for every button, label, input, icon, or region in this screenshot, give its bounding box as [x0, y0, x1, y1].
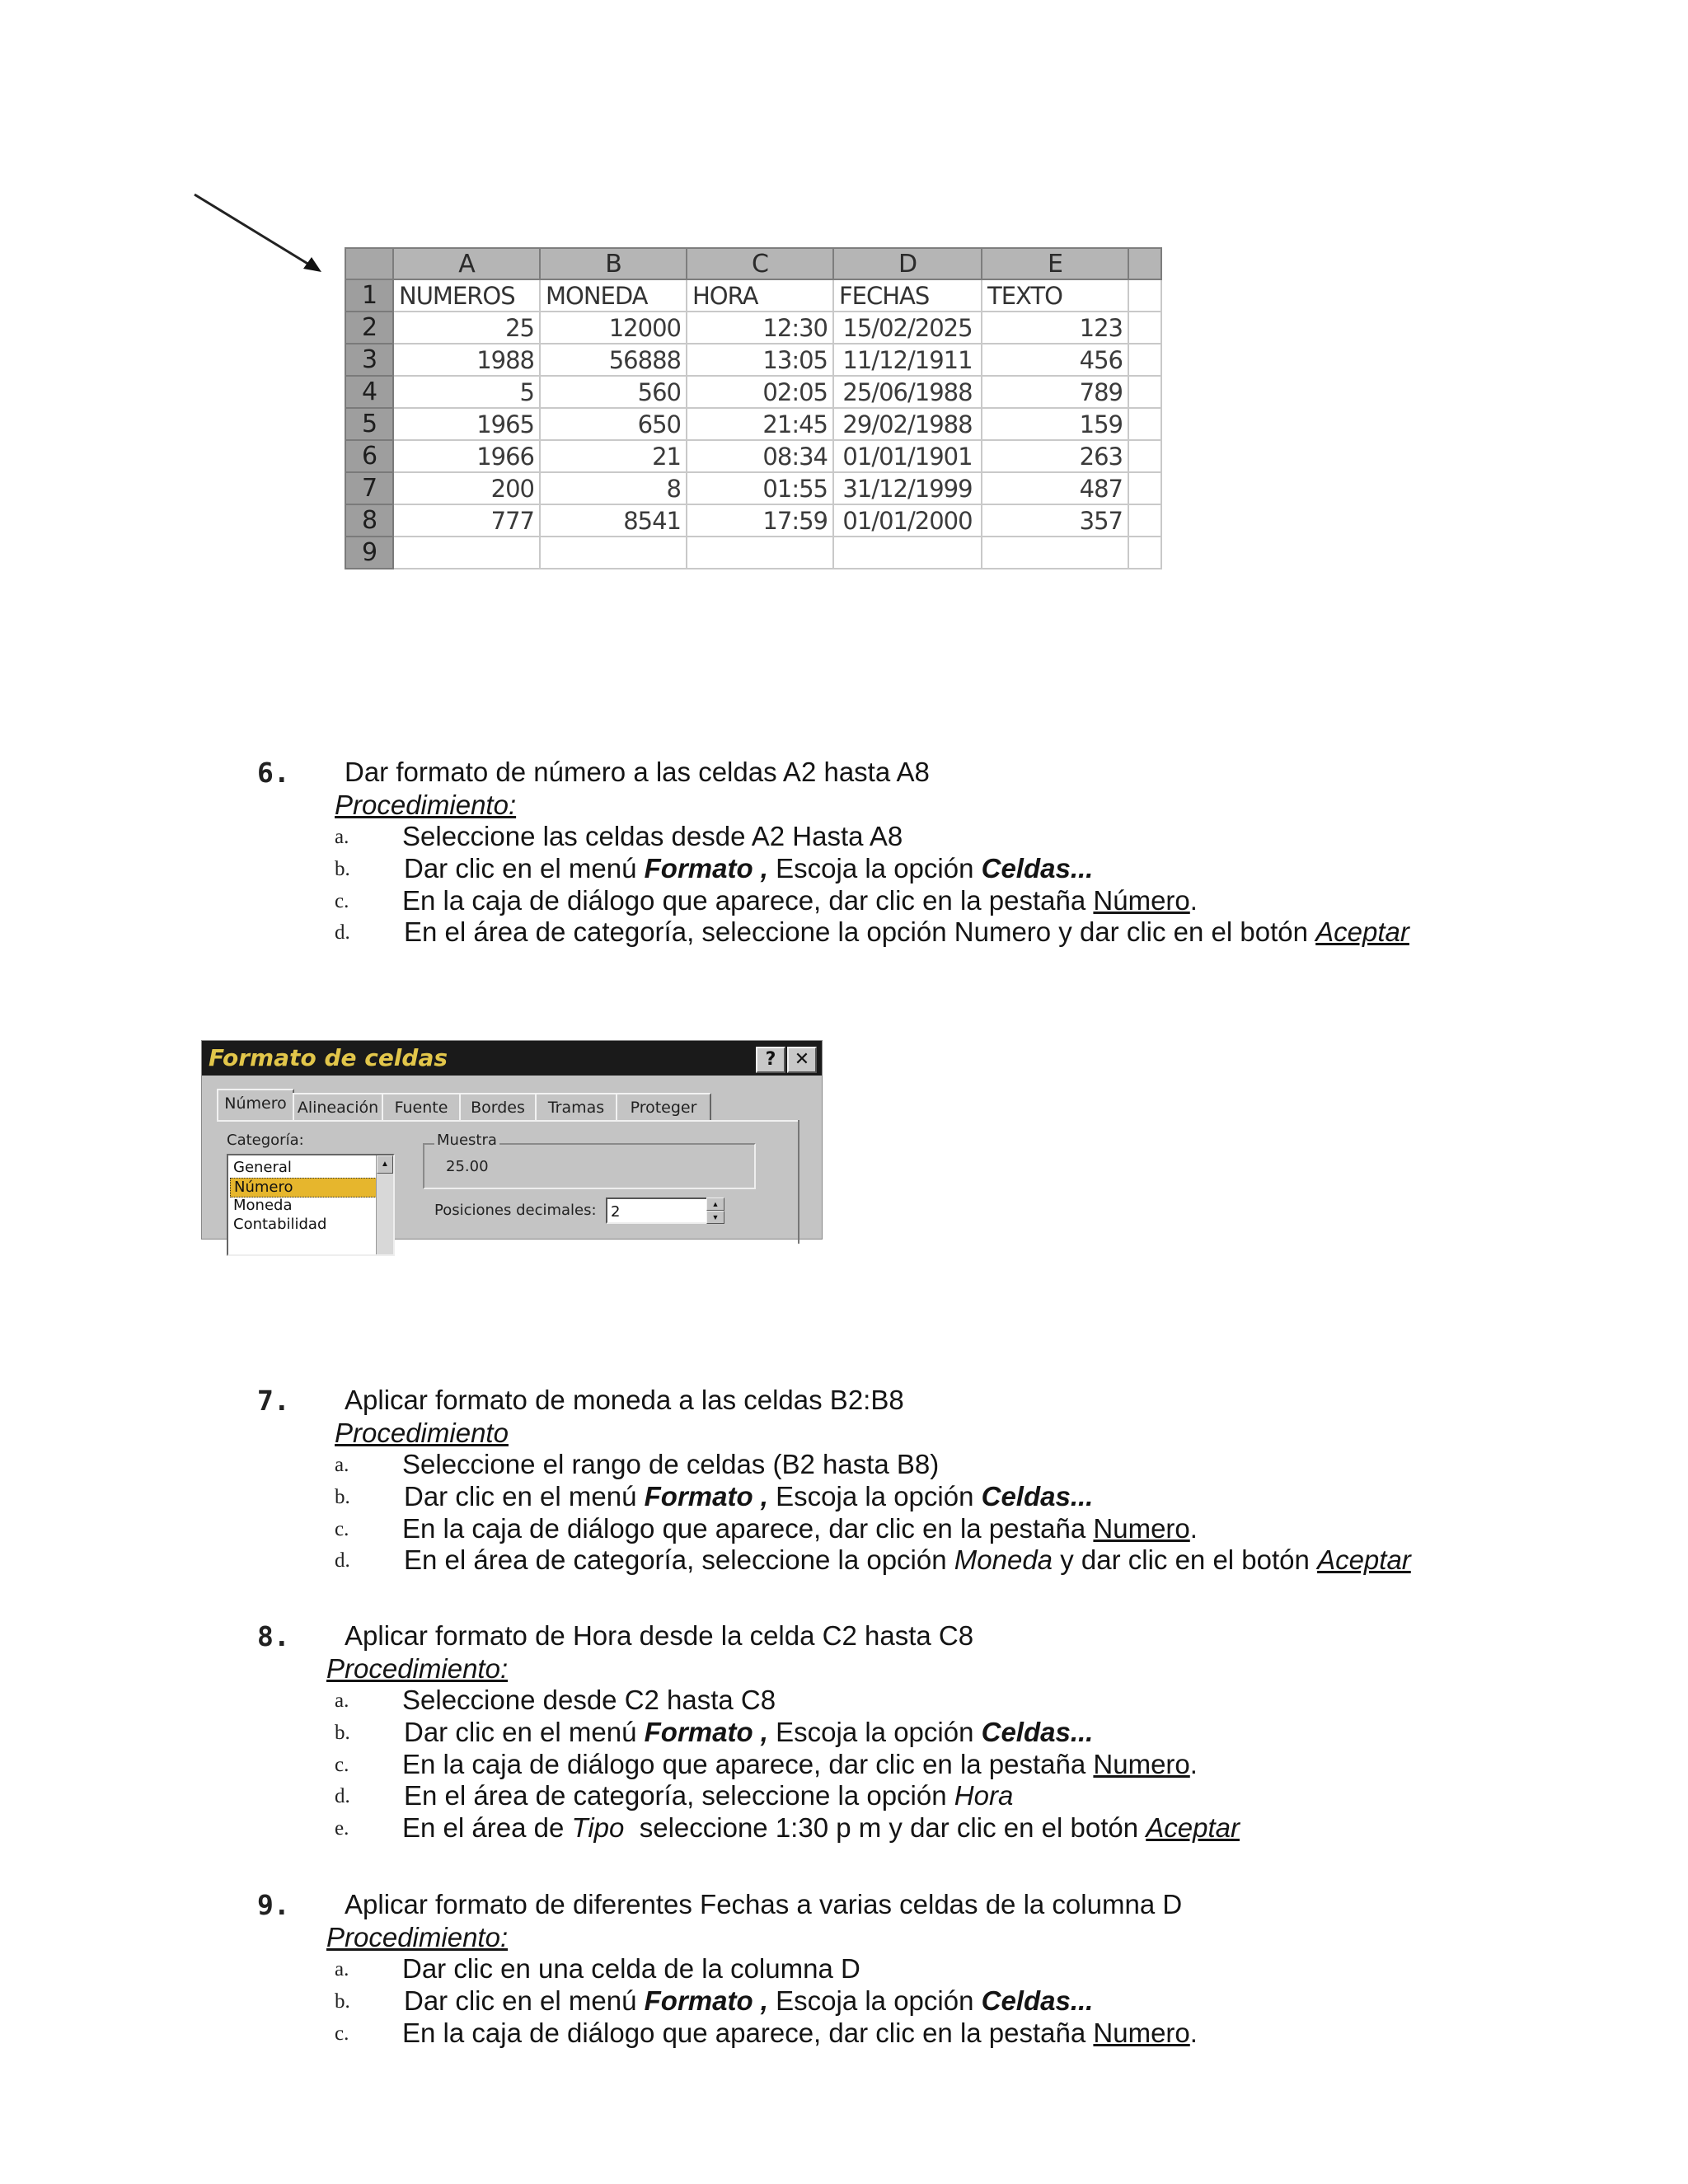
category-scrollbar[interactable] [376, 1155, 393, 1254]
arrow-icon [190, 188, 330, 279]
format-cells-dialog [201, 1040, 823, 1240]
category-item-general[interactable]: General [233, 1159, 292, 1176]
item-text: Seleccione el rango de celdas (B2 hasta B8) [402, 1449, 940, 1479]
item-text: Dar clic en una celda de la columna D [402, 1953, 860, 1984]
category-item-moneda[interactable]: Moneda [233, 1197, 293, 1214]
button-name: Aceptar [1315, 916, 1409, 947]
cell[interactable]: 01:55 [687, 472, 833, 504]
cell[interactable]: 31/12/1999 [833, 472, 982, 504]
item-text: En el área de categoría, seleccione la opción Numero y dar clic en el botón [404, 916, 1316, 947]
emphasis: Tipo [571, 1812, 625, 1843]
instruction-item [404, 853, 1093, 884]
row-header[interactable]: 3 [345, 344, 393, 376]
cell[interactable] [833, 537, 982, 569]
cell[interactable]: 456 [982, 344, 1128, 376]
spreadsheet-grid [345, 247, 1162, 569]
cell[interactable]: MONEDA [540, 279, 687, 312]
cell[interactable]: 25/06/1988 [833, 376, 982, 408]
sheet-row-6 [345, 440, 1161, 472]
spin-up-icon[interactable]: ▲ [706, 1197, 724, 1211]
cell[interactable]: 12:30 [687, 312, 833, 344]
menu-name: Formato , [644, 853, 768, 883]
instruction-item [402, 1953, 860, 1985]
item-text: Dar clic en el menú [404, 1717, 645, 1747]
cell[interactable]: 487 [982, 472, 1128, 504]
instruction-item [402, 1812, 1240, 1844]
cell[interactable] [982, 537, 1128, 569]
option-name: Celdas... [981, 1481, 1094, 1511]
cell[interactable] [1128, 504, 1161, 537]
instruction-item [402, 1749, 1198, 1780]
menu-name: Formato , [644, 1985, 768, 2016]
item-letter: d. [335, 1549, 350, 1572]
column-header-f[interactable] [1128, 248, 1161, 279]
row-header[interactable]: 1 [345, 279, 393, 312]
instruction-item [404, 1780, 1013, 1811]
item-text: En el área de categoría, seleccione la opción [404, 1544, 954, 1575]
tab-name: Numero [1093, 1749, 1190, 1779]
item-letter: a. [335, 1454, 349, 1476]
tab-panel-border [217, 1120, 798, 1122]
decimals-label: Posiciones decimales: [434, 1202, 597, 1219]
row-header[interactable]: 7 [345, 472, 393, 504]
cell[interactable]: 200 [393, 472, 540, 504]
close-icon[interactable]: ✕ [787, 1047, 817, 1073]
cell[interactable]: 11/12/1911 [833, 344, 982, 376]
procedure-label: Procedimiento: [326, 1922, 509, 1952]
cell[interactable]: HORA [687, 279, 833, 312]
step-number: 7. [257, 1385, 290, 1417]
tab-tramas[interactable]: Tramas [535, 1093, 617, 1121]
item-letter: c. [335, 890, 349, 912]
item-letter: c. [335, 1754, 349, 1776]
item-letter: e. [335, 1817, 349, 1840]
item-text: En la caja de diálogo que aparece, dar clic en la pestaña [402, 1513, 1094, 1544]
step-title: Aplicar formato de Hora desde la celda C2 hasta C8 [345, 1620, 974, 1651]
item-letter: b. [335, 858, 350, 880]
column-header-a[interactable]: A [393, 248, 540, 279]
cell[interactable]: FECHAS [833, 279, 982, 312]
cell[interactable]: 21 [540, 440, 687, 472]
scroll-up-icon[interactable]: ▲ [377, 1155, 393, 1174]
cell[interactable]: 1988 [393, 344, 540, 376]
sheet-row-2 [345, 312, 1161, 344]
row-header[interactable]: 4 [345, 376, 393, 408]
instruction-item [404, 1985, 1093, 2017]
cell[interactable]: NUMEROS [393, 279, 540, 312]
item-text: Seleccione desde C2 hasta C8 [402, 1685, 776, 1715]
item-letter: c. [335, 2022, 349, 2045]
step-title: Aplicar formato de diferentes Fechas a varias celdas de la columna D [345, 1889, 1183, 1919]
emphasis: Moneda [954, 1544, 1053, 1575]
option-name: Celdas... [981, 853, 1094, 883]
sheet-row-9 [345, 537, 1161, 569]
item-text: En el área de [402, 1812, 572, 1843]
step-number: 8. [257, 1620, 290, 1652]
cell[interactable]: 8541 [540, 504, 687, 537]
cell[interactable]: 357 [982, 504, 1128, 537]
spin-down-icon[interactable]: ▼ [706, 1211, 724, 1224]
sample-value: 25.00 [446, 1158, 489, 1175]
cell[interactable]: 5 [393, 376, 540, 408]
item-text: Escoja la opción [767, 853, 982, 883]
dialog-title: Formato de celdas [209, 1044, 448, 1071]
item-letter: b. [335, 1486, 350, 1508]
cell[interactable]: 159 [982, 408, 1128, 440]
column-header-d[interactable]: D [833, 248, 982, 279]
cell[interactable]: 01/01/2000 [833, 504, 982, 537]
tab-name: Numero [1093, 2018, 1190, 2048]
row-header[interactable]: 5 [345, 408, 393, 440]
item-text: Seleccione las celdas desde A2 Hasta A8 [402, 821, 903, 851]
cell[interactable]: 21:45 [687, 408, 833, 440]
sheet-row-3 [345, 344, 1161, 376]
item-text: En la caja de diálogo que aparece, dar clic en la pestaña [402, 1749, 1094, 1779]
option-name: Celdas... [981, 1985, 1094, 2016]
instruction-item [402, 821, 903, 852]
step-title: Dar formato de número a las celdas A2 hasta A8 [345, 757, 930, 787]
cell[interactable]: 29/02/1988 [833, 408, 982, 440]
tab-numero[interactable]: Número [217, 1089, 294, 1122]
instruction-item [402, 1449, 939, 1480]
item-letter: a. [335, 826, 349, 848]
sample-label: Muestra [434, 1132, 499, 1149]
item-letter: a. [335, 1958, 349, 1980]
item-letter: b. [335, 1990, 350, 2013]
instruction-item [404, 916, 1409, 948]
item-letter: d. [335, 1785, 350, 1807]
cell[interactable]: 560 [540, 376, 687, 408]
cell[interactable]: 123 [982, 312, 1128, 344]
item-text: y dar clic en el botón [1053, 1544, 1318, 1575]
step-number: 9. [257, 1889, 290, 1921]
item-letter: d. [335, 921, 350, 944]
item-letter: c. [335, 1518, 349, 1540]
category-list[interactable] [227, 1154, 395, 1256]
procedure-label: Procedimiento [335, 1418, 509, 1448]
row-header[interactable]: 8 [345, 504, 393, 537]
step-title: Aplicar formato de moneda a las celdas B2:B8 [345, 1385, 904, 1415]
sheet-row-5 [345, 408, 1161, 440]
cell[interactable] [1128, 376, 1161, 408]
sheet-row-7 [345, 472, 1161, 504]
category-item-contabilidad[interactable]: Contabilidad [233, 1216, 327, 1233]
cell[interactable]: 13:05 [687, 344, 833, 376]
cell[interactable] [540, 537, 687, 569]
cell[interactable]: 01/01/1901 [833, 440, 982, 472]
button-name: Aceptar [1146, 1812, 1240, 1843]
column-header-c[interactable]: C [687, 248, 833, 279]
item-text: Escoja la opción [767, 1985, 982, 2016]
procedure-label: Procedimiento: [326, 1653, 509, 1684]
cell[interactable]: 8 [540, 472, 687, 504]
option-name: Celdas... [981, 1717, 1094, 1747]
instruction-item [402, 1685, 776, 1716]
tab-proteger[interactable]: Proteger [616, 1093, 711, 1121]
tab-name: Número [1093, 885, 1190, 916]
column-header-row [345, 248, 1161, 279]
cell[interactable] [1128, 440, 1161, 472]
instruction-item [404, 1481, 1093, 1512]
decimals-stepper[interactable] [706, 1197, 724, 1224]
instruction-item [402, 885, 1198, 916]
dialog-titlebar [202, 1041, 822, 1076]
cell[interactable] [1128, 537, 1161, 569]
cell[interactable]: 02:05 [687, 376, 833, 408]
item-letter: a. [335, 1690, 349, 1712]
item-text: Dar clic en el menú [404, 853, 645, 883]
column-header-e[interactable]: E [982, 248, 1128, 279]
cell[interactable]: 12000 [540, 312, 687, 344]
cell[interactable]: 56888 [540, 344, 687, 376]
emphasis: Hora [954, 1780, 1014, 1811]
cell[interactable] [1128, 279, 1161, 312]
item-text: Dar clic en el menú [404, 1985, 645, 2016]
cell[interactable]: 789 [982, 376, 1128, 408]
cell[interactable]: 777 [393, 504, 540, 537]
step-number: 6. [257, 757, 290, 789]
row-header[interactable]: 2 [345, 312, 393, 344]
menu-name: Formato , [644, 1481, 768, 1511]
decimals-input[interactable]: 2 [606, 1197, 713, 1224]
menu-name: Formato , [644, 1717, 768, 1747]
button-name: Aceptar [1317, 1544, 1411, 1575]
item-letter: b. [335, 1722, 350, 1744]
item-text: Escoja la opción [767, 1481, 982, 1511]
cell[interactable] [393, 537, 540, 569]
cell[interactable] [1128, 408, 1161, 440]
cell[interactable]: 08:34 [687, 440, 833, 472]
cell[interactable] [687, 537, 833, 569]
select-all-corner[interactable] [345, 248, 393, 279]
tab-name: Numero [1093, 1513, 1190, 1544]
sheet-row-4 [345, 376, 1161, 408]
cell[interactable]: TEXTO [982, 279, 1128, 312]
item-text: En el área de categoría, seleccione la opción [404, 1780, 954, 1811]
instruction-item [402, 1513, 1198, 1544]
cell[interactable] [1128, 344, 1161, 376]
tab-bordes[interactable]: Bordes [459, 1093, 537, 1121]
tab-fuente[interactable]: Fuente [382, 1093, 461, 1121]
row-header[interactable]: 9 [345, 537, 393, 569]
cell[interactable]: 650 [540, 408, 687, 440]
cell[interactable]: 263 [982, 440, 1128, 472]
spreadsheet-screenshot [345, 247, 1169, 567]
cell[interactable]: 25 [393, 312, 540, 344]
item-text: Dar clic en el menú [404, 1481, 645, 1511]
tab-alineacion[interactable]: Alineación [293, 1093, 383, 1121]
item-text: En la caja de diálogo que aparece, dar clic en la pestaña [402, 885, 1094, 916]
item-text: seleccione 1:30 p m y dar clic en el botón [624, 1812, 1146, 1843]
cell[interactable] [1128, 312, 1161, 344]
cell[interactable] [1128, 472, 1161, 504]
item-text: . [1189, 2018, 1198, 2048]
item-text: . [1189, 885, 1198, 916]
procedure-label: Procedimiento: [335, 790, 517, 820]
row-header[interactable]: 6 [345, 440, 393, 472]
cell[interactable]: 15/02/2025 [833, 312, 982, 344]
item-text: En la caja de diálogo que aparece, dar clic en la pestaña [402, 2018, 1094, 2048]
sheet-row-1 [345, 279, 1161, 312]
instruction-item [402, 2018, 1198, 2049]
category-label: Categoría: [227, 1132, 304, 1149]
help-button[interactable]: ? [756, 1047, 785, 1073]
instruction-item [404, 1717, 1093, 1748]
item-text: Escoja la opción [767, 1717, 982, 1747]
cell[interactable]: 17:59 [687, 504, 833, 537]
category-item-numero[interactable]: Número [230, 1178, 387, 1197]
item-text: . [1189, 1513, 1198, 1544]
cell[interactable]: 1965 [393, 408, 540, 440]
cell[interactable]: 1966 [393, 440, 540, 472]
item-text: . [1189, 1749, 1198, 1779]
sheet-row-8 [345, 504, 1161, 537]
instruction-item [404, 1544, 1411, 1576]
column-header-b[interactable]: B [540, 248, 687, 279]
tab-panel-border [798, 1120, 799, 1244]
